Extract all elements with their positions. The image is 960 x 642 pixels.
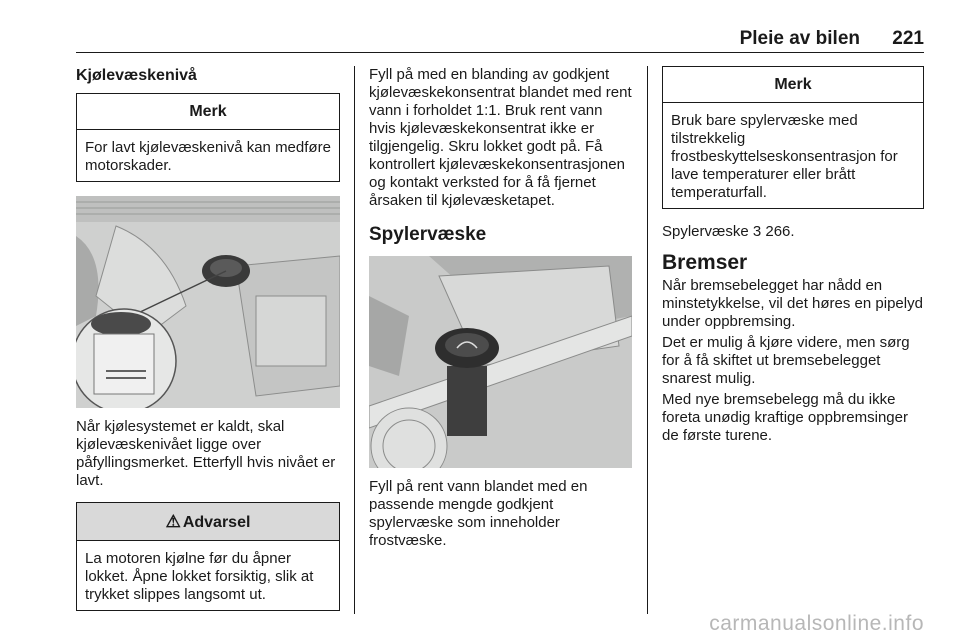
coolant-mix-paragraph: Fyll på med en blanding av godkjent kjølevæskekonsentrat blandet med rent vann i forholdet 1:1. Bruk rent vann hvis kjølevæskekonsentrat ikke er tilgjengelig. Skru lokket godt på. Få kontrollert kjølevæskekonsentrasjonen og kontakt verksted for å få fjernet årsaken til kjølevæsketapet.	[369, 66, 632, 209]
column-middle	[369, 66, 632, 550]
coolant-reservoir-illustration	[76, 196, 340, 408]
coolant-level-paragraph: Når kjølesystemet er kaldt, skal kjølevæskenivået ligge over påfyllingsmerket. Etterfyll hvis nivået er lavt.	[76, 418, 336, 489]
washer-reference[interactable]: Spylervæske 3 266.	[662, 223, 795, 240]
coolant-heading: Kjølevæskenivå	[76, 67, 197, 84]
column-right	[662, 66, 924, 445]
washer-fill-paragraph: Fyll på rent vann blandet med en passende mengde godkjent spylervæske som inneholder frostvæske.	[369, 478, 588, 549]
warning-box	[76, 502, 340, 611]
column-left	[76, 66, 340, 611]
note-box-coolant	[76, 93, 340, 182]
brakes-paragraph-2: Det er mulig å kjøre videre, men sørg for å få skiftet ut bremsebelegget snarest mulig.	[662, 334, 910, 387]
warning-triangle-icon: ⚠	[165, 512, 181, 531]
brakes-paragraph-1: Når bremsebelegget har nådd en minstetykkelse, vil det høres en pipelyd under oppbremsing.	[662, 277, 923, 330]
note-title-washer: Merk	[663, 67, 923, 103]
section-title: Pleie av bilen	[739, 28, 860, 49]
note-text-washer: Bruk bare spylervæske med tilstrekkelig frostbeskyttelseskonsentrasjon for lave temperaturer eller brått temperaturfall.	[671, 112, 898, 201]
note-text: For lavt kjølevæskenivå kan medføre motorskader.	[85, 139, 331, 174]
column-divider-2	[647, 66, 648, 614]
brakes-paragraph-3: Med nye bremsebelegg må du ikke foreta unødig kraftige oppbremsinger de første turene.	[662, 391, 908, 444]
page-number: 221	[892, 28, 924, 49]
header-divider	[76, 52, 924, 53]
washer-fluid-heading: Spylervæske	[369, 224, 487, 245]
washer-reservoir-illustration	[369, 256, 632, 468]
brakes-heading: Bremser	[662, 251, 748, 274]
warning-text: La motoren kjølne før du åpner lokket. Åpne lokket forsiktig, slik at trykket slippes langsomt ut.	[85, 550, 314, 603]
warning-title: Advarsel	[182, 514, 251, 531]
watermark: carmanualsonline.info	[709, 612, 924, 635]
note-box-washer	[662, 66, 924, 209]
warning-title-row	[77, 503, 339, 541]
column-divider-1	[354, 66, 355, 614]
note-title: Merk	[77, 94, 339, 130]
